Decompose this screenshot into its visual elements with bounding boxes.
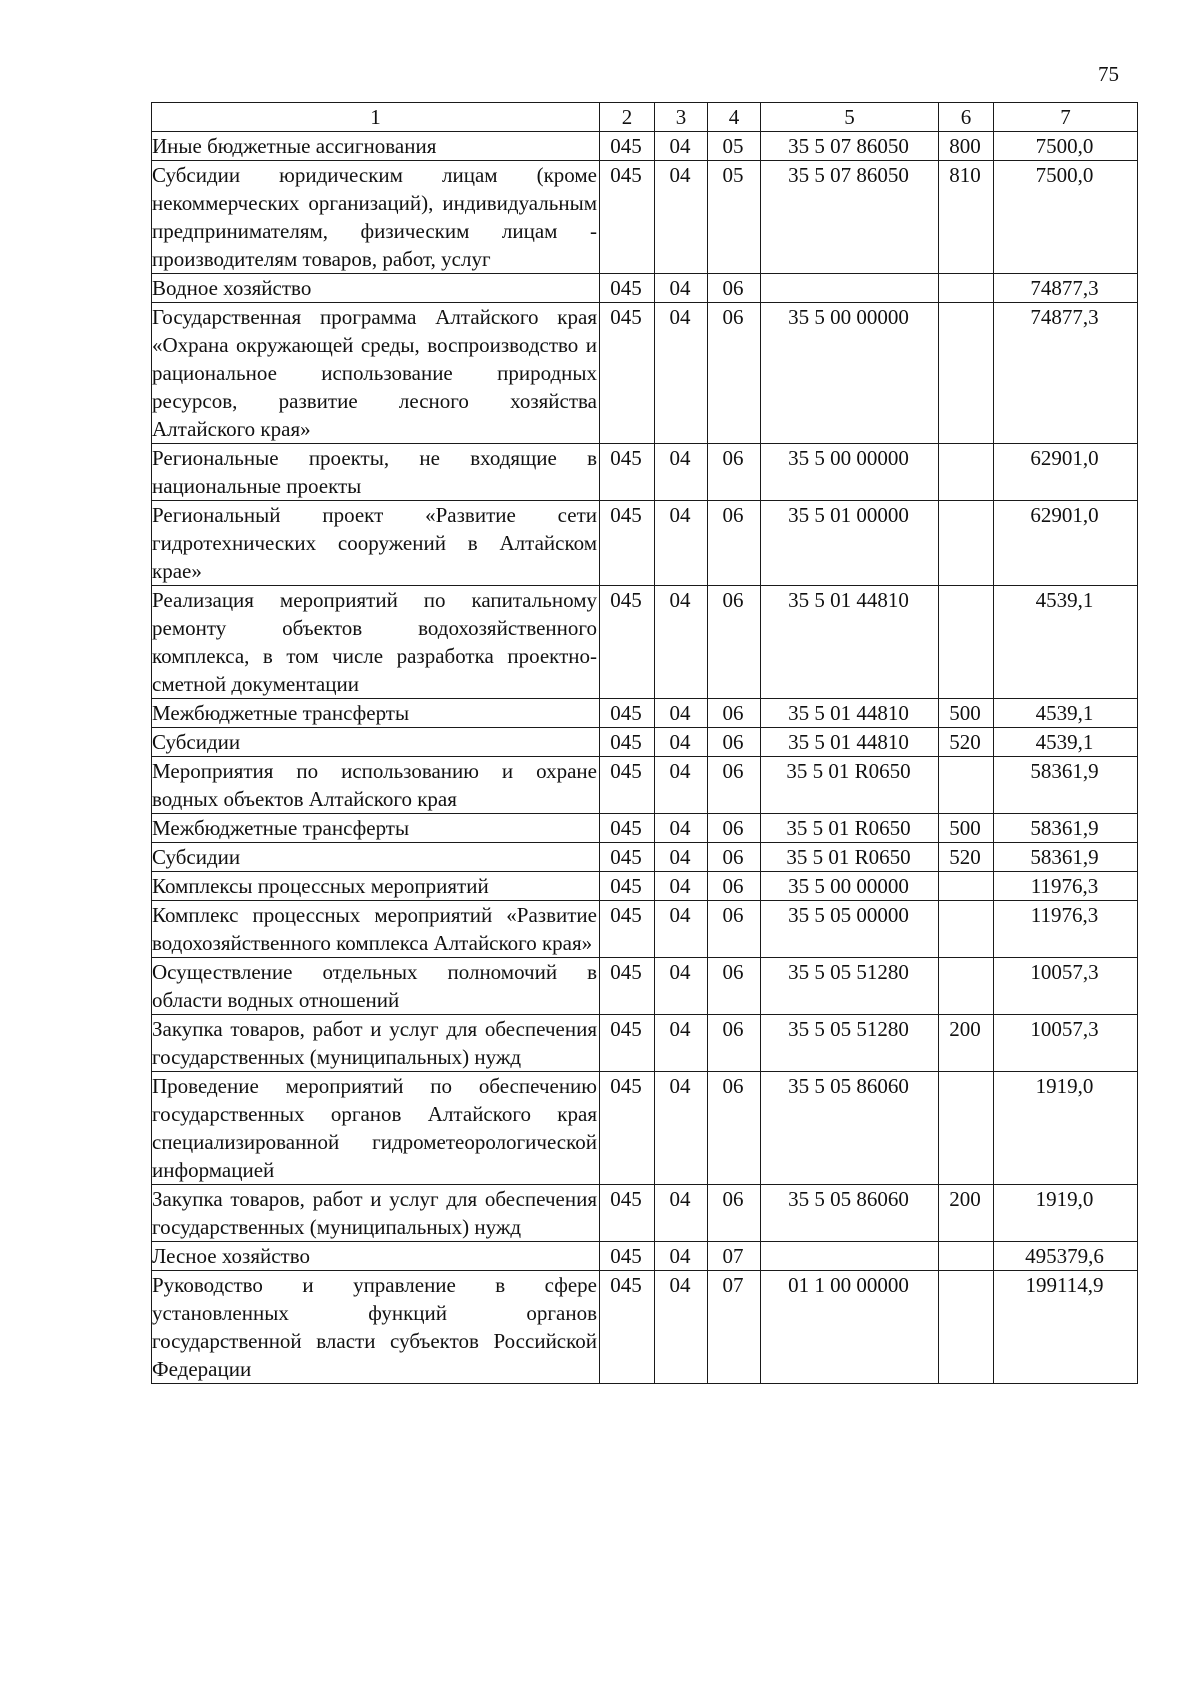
target-article-cell: 35 5 05 00000 [761,901,939,958]
target-article-cell: 35 5 01 R0650 [761,814,939,843]
target-article-cell: 35 5 00 00000 [761,872,939,901]
table-row [152,274,1138,303]
table-header-row [152,103,1138,132]
column-header: 7 [994,103,1138,132]
amount-cell: 199114,9 [994,1271,1138,1384]
amount-cell: 7500,0 [994,132,1138,161]
expense-type-cell: 200 [939,1185,994,1242]
section-code-cell: 04 [655,843,708,872]
expense-type-cell [939,586,994,699]
table-body [152,132,1138,1384]
table-row [152,901,1138,958]
amount-cell: 10057,3 [994,1015,1138,1072]
subsection-code-cell: 06 [708,757,761,814]
budget-table [151,102,1138,1384]
subsection-code-cell: 06 [708,586,761,699]
section-code-cell: 04 [655,1015,708,1072]
target-article-cell: 35 5 07 86050 [761,161,939,274]
column-header: 6 [939,103,994,132]
amount-cell: 58361,9 [994,843,1138,872]
item-name-cell: Закупка товаров, работ и услуг для обеспечения государственных (муниципальных) нужд [152,1185,600,1242]
ministry-code-cell: 045 [600,586,655,699]
table-row [152,586,1138,699]
subsection-code-cell: 07 [708,1271,761,1384]
section-code-cell: 04 [655,1072,708,1185]
target-article-cell: 35 5 00 00000 [761,444,939,501]
target-article-cell: 35 5 01 44810 [761,586,939,699]
amount-cell: 11976,3 [994,872,1138,901]
item-name-cell: Лесное хозяйство [152,1242,600,1271]
target-article-cell: 35 5 05 51280 [761,958,939,1015]
subsection-code-cell: 06 [708,501,761,586]
subsection-code-cell: 06 [708,444,761,501]
section-code-cell: 04 [655,1185,708,1242]
item-name-cell: Руководство и управление в сфере установленных функций органов государственной власти субъектов Российской Федерации [152,1271,600,1384]
ministry-code-cell: 045 [600,872,655,901]
table-row [152,1271,1138,1384]
column-header: 4 [708,103,761,132]
subsection-code-cell: 05 [708,132,761,161]
item-name-cell: Иные бюджетные ассигнования [152,132,600,161]
amount-cell: 4539,1 [994,586,1138,699]
section-code-cell: 04 [655,501,708,586]
target-article-cell: 35 5 05 51280 [761,1015,939,1072]
amount-cell: 1919,0 [994,1072,1138,1185]
section-code-cell: 04 [655,699,708,728]
section-code-cell: 04 [655,444,708,501]
section-code-cell: 04 [655,757,708,814]
table-row [152,1242,1138,1271]
column-header: 2 [600,103,655,132]
ministry-code-cell: 045 [600,843,655,872]
table-row [152,1185,1138,1242]
amount-cell: 74877,3 [994,303,1138,444]
ministry-code-cell: 045 [600,814,655,843]
target-article-cell: 35 5 01 R0650 [761,843,939,872]
subsection-code-cell: 06 [708,872,761,901]
target-article-cell: 35 5 07 86050 [761,132,939,161]
subsection-code-cell: 06 [708,901,761,958]
table-row [152,303,1138,444]
target-article-cell: 01 1 00 00000 [761,1271,939,1384]
expense-type-cell: 500 [939,814,994,843]
column-header: 3 [655,103,708,132]
expense-type-cell: 810 [939,161,994,274]
ministry-code-cell: 045 [600,132,655,161]
item-name-cell: Государственная программа Алтайского края «Охрана окружающей среды, воспроизводство и рациональное использование природных ресурсов, развитие лесного хозяйства Алтайского края» [152,303,600,444]
expense-type-cell [939,1242,994,1271]
subsection-code-cell: 06 [708,958,761,1015]
amount-cell: 495379,6 [994,1242,1138,1271]
item-name-cell: Субсидии юридическим лицам (кроме некоммерческих организаций), индивидуальным предпринимателям, физическим лицам - производителям товаров, работ, услуг [152,161,600,274]
subsection-code-cell: 07 [708,1242,761,1271]
amount-cell: 7500,0 [994,161,1138,274]
target-article-cell: 35 5 00 00000 [761,303,939,444]
item-name-cell: Осуществление отдельных полномочий в области водных отношений [152,958,600,1015]
subsection-code-cell: 06 [708,1015,761,1072]
section-code-cell: 04 [655,161,708,274]
subsection-code-cell: 06 [708,699,761,728]
ministry-code-cell: 045 [600,161,655,274]
expense-type-cell [939,501,994,586]
target-article-cell: 35 5 01 44810 [761,728,939,757]
section-code-cell: 04 [655,901,708,958]
subsection-code-cell: 06 [708,1072,761,1185]
expense-type-cell [939,901,994,958]
table-row [152,814,1138,843]
section-code-cell: 04 [655,728,708,757]
subsection-code-cell: 06 [708,303,761,444]
item-name-cell: Региональные проекты, не входящие в национальные проекты [152,444,600,501]
item-name-cell: Водное хозяйство [152,274,600,303]
target-article-cell: 35 5 05 86060 [761,1072,939,1185]
item-name-cell: Субсидии [152,843,600,872]
ministry-code-cell: 045 [600,274,655,303]
ministry-code-cell: 045 [600,303,655,444]
table-row [152,132,1138,161]
subsection-code-cell: 06 [708,274,761,303]
section-code-cell: 04 [655,1271,708,1384]
section-code-cell: 04 [655,872,708,901]
item-name-cell: Закупка товаров, работ и услуг для обеспечения государственных (муниципальных) нужд [152,1015,600,1072]
item-name-cell: Межбюджетные трансферты [152,814,600,843]
target-article-cell [761,274,939,303]
amount-cell: 74877,3 [994,274,1138,303]
page-number: 75 [1098,62,1119,86]
target-article-cell [761,1242,939,1271]
section-code-cell: 04 [655,303,708,444]
item-name-cell: Комплекс процессных мероприятий «Развитие водохозяйственного комплекса Алтайского края» [152,901,600,958]
section-code-cell: 04 [655,586,708,699]
subsection-code-cell: 06 [708,843,761,872]
amount-cell: 58361,9 [994,814,1138,843]
ministry-code-cell: 045 [600,901,655,958]
expense-type-cell [939,303,994,444]
ministry-code-cell: 045 [600,444,655,501]
ministry-code-cell: 045 [600,1072,655,1185]
subsection-code-cell: 06 [708,1185,761,1242]
item-name-cell: Межбюджетные трансферты [152,699,600,728]
section-code-cell: 04 [655,132,708,161]
item-name-cell: Региональный проект «Развитие сети гидротехнических сооружений в Алтайском крае» [152,501,600,586]
expense-type-cell [939,872,994,901]
expense-type-cell: 520 [939,843,994,872]
expense-type-cell: 800 [939,132,994,161]
table-row [152,1072,1138,1185]
ministry-code-cell: 045 [600,757,655,814]
expense-type-cell [939,1271,994,1384]
item-name-cell: Проведение мероприятий по обеспечению государственных органов Алтайского края специализированной гидрометеорологической информацией [152,1072,600,1185]
expense-type-cell [939,274,994,303]
ministry-code-cell: 045 [600,1015,655,1072]
target-article-cell: 35 5 05 86060 [761,1185,939,1242]
ministry-code-cell: 045 [600,1271,655,1384]
expense-type-cell [939,958,994,1015]
expense-type-cell: 500 [939,699,994,728]
amount-cell: 1919,0 [994,1185,1138,1242]
section-code-cell: 04 [655,958,708,1015]
target-article-cell: 35 5 01 44810 [761,699,939,728]
item-name-cell: Комплексы процессных мероприятий [152,872,600,901]
column-header: 1 [152,103,600,132]
expense-type-cell [939,757,994,814]
amount-cell: 62901,0 [994,501,1138,586]
column-header: 5 [761,103,939,132]
item-name-cell: Реализация мероприятий по капитальному ремонту объектов водохозяйственного комплекса, в том числе разработка проектно-сметной документации [152,586,600,699]
item-name-cell: Мероприятия по использованию и охране водных объектов Алтайского края [152,757,600,814]
expense-type-cell: 200 [939,1015,994,1072]
subsection-code-cell: 06 [708,814,761,843]
target-article-cell: 35 5 01 R0650 [761,757,939,814]
table-row [152,161,1138,274]
section-code-cell: 04 [655,1242,708,1271]
section-code-cell: 04 [655,274,708,303]
ministry-code-cell: 045 [600,501,655,586]
table-row [152,958,1138,1015]
section-code-cell: 04 [655,814,708,843]
amount-cell: 62901,0 [994,444,1138,501]
table-row [152,699,1138,728]
amount-cell: 4539,1 [994,728,1138,757]
table-row [152,872,1138,901]
amount-cell: 4539,1 [994,699,1138,728]
expense-type-cell [939,444,994,501]
amount-cell: 10057,3 [994,958,1138,1015]
target-article-cell: 35 5 01 00000 [761,501,939,586]
item-name-cell: Субсидии [152,728,600,757]
amount-cell: 58361,9 [994,757,1138,814]
subsection-code-cell: 05 [708,161,761,274]
ministry-code-cell: 045 [600,1185,655,1242]
table-row [152,757,1138,814]
table-row [152,843,1138,872]
ministry-code-cell: 045 [600,728,655,757]
ministry-code-cell: 045 [600,958,655,1015]
amount-cell: 11976,3 [994,901,1138,958]
subsection-code-cell: 06 [708,728,761,757]
table-row [152,728,1138,757]
expense-type-cell: 520 [939,728,994,757]
table-row [152,444,1138,501]
ministry-code-cell: 045 [600,1242,655,1271]
table-row [152,501,1138,586]
table-row [152,1015,1138,1072]
ministry-code-cell: 045 [600,699,655,728]
expense-type-cell [939,1072,994,1185]
